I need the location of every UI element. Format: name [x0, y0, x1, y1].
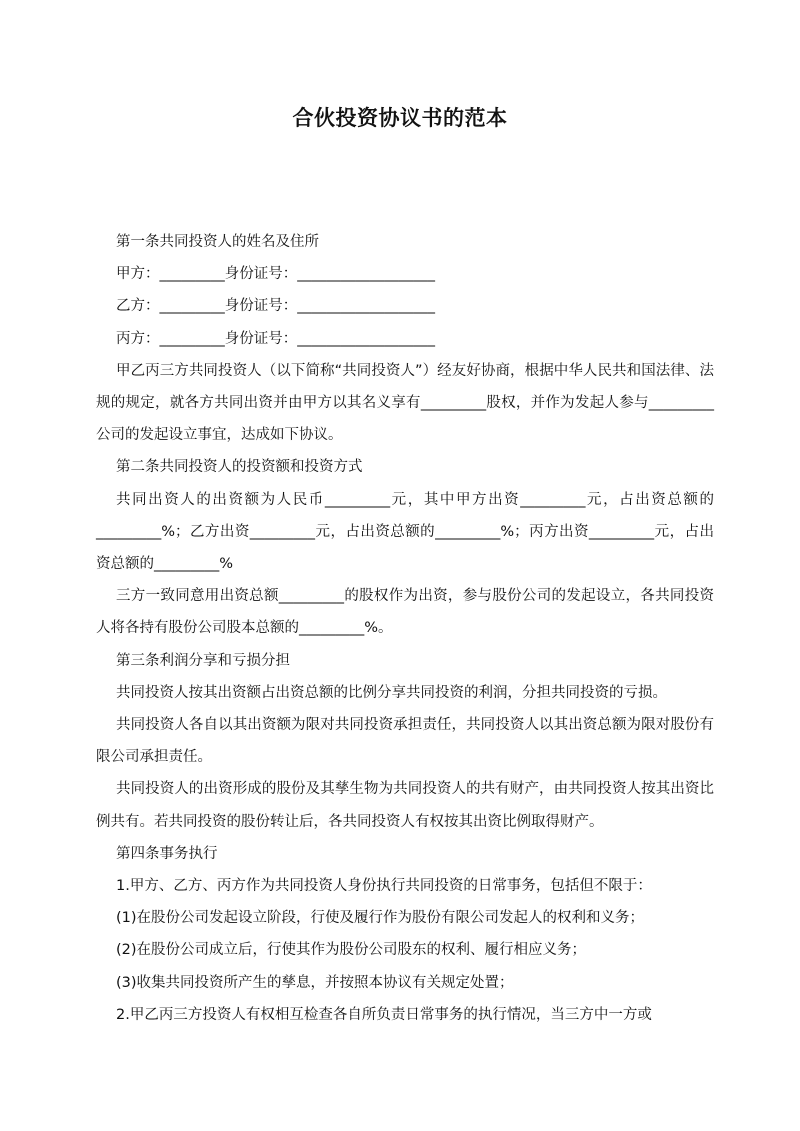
document-title: 合伙投资协议书的范本	[292, 106, 508, 130]
list-item: 1.甲方、乙方、丙方作为共同投资人身份执行共同投资的日常事务，包括但不限于：	[116, 878, 652, 895]
article-heading: 第三条利润分享和亏损分担	[116, 652, 290, 669]
body-paragraph: 共同投资人的出资形成的股份及其孳生物为共同投资人的共有财产，由共同投资人按其出资比例共有。若共同投资的股份转让后，各共同投资人有权按其出资比例取得财产。	[96, 781, 714, 830]
body-paragraph: 三方一致同意用出资总额_________的股权作为出资，参与股份公司的发起设立，各共同投资人将各持有股份公司股本总额的_________%。	[96, 588, 714, 637]
party-line: 甲方：_________身份证号：___________________	[116, 266, 435, 283]
body-paragraph: 共同投资人各自以其出资额为限对共同投资承担责任，共同投资人以其出资总额为限对股份有限公司承担责任。	[96, 717, 714, 766]
document-body	[96, 226, 714, 1031]
list-item: (1)在股份公司发起设立阶段，行使及履行作为股份有限公司发起人的权利和义务；	[116, 910, 645, 927]
body-paragraph: 共同投资人按其出资额占出资总额的比例分享共同投资的利润，分担共同投资的亏损。	[116, 684, 667, 701]
article-heading: 第四条事务执行	[116, 845, 218, 862]
list-item: (3)收集共同投资所产生的孳息，并按照本协议有关规定处置；	[116, 974, 514, 991]
party-line: 乙方：_________身份证号：___________________	[116, 298, 435, 315]
article-heading: 第二条共同投资人的投资额和投资方式	[116, 459, 363, 476]
party-line: 丙方：_________身份证号：___________________	[116, 330, 435, 347]
body-paragraph: 共同出资人的出资额为人民币_________元，其中甲方出资_________元，占出资总额的_________%；乙方出资_________元，占出资总额的_________%；丙方出资_________元，占出资总额的_________%	[96, 491, 714, 573]
article-heading: 第一条共同投资人的姓名及住所	[116, 234, 319, 250]
list-item: 2.甲乙丙三方投资人有权相互检查各自所负责日常事务的执行情况，当三方中一方或	[116, 1006, 652, 1023]
list-item: (2)在股份公司成立后，行使其作为股份公司股东的权利、履行相应义务；	[116, 942, 587, 959]
body-paragraph: 甲乙丙三方共同投资人（以下简称“共同投资人”）经友好协商，根据中华人民共和国法律、法规的规定，就各方共同出资并由甲方以其名义享有_________股权，并作为发起人参与_________公司的发起设立事宜，达成如下协议。	[96, 362, 714, 444]
